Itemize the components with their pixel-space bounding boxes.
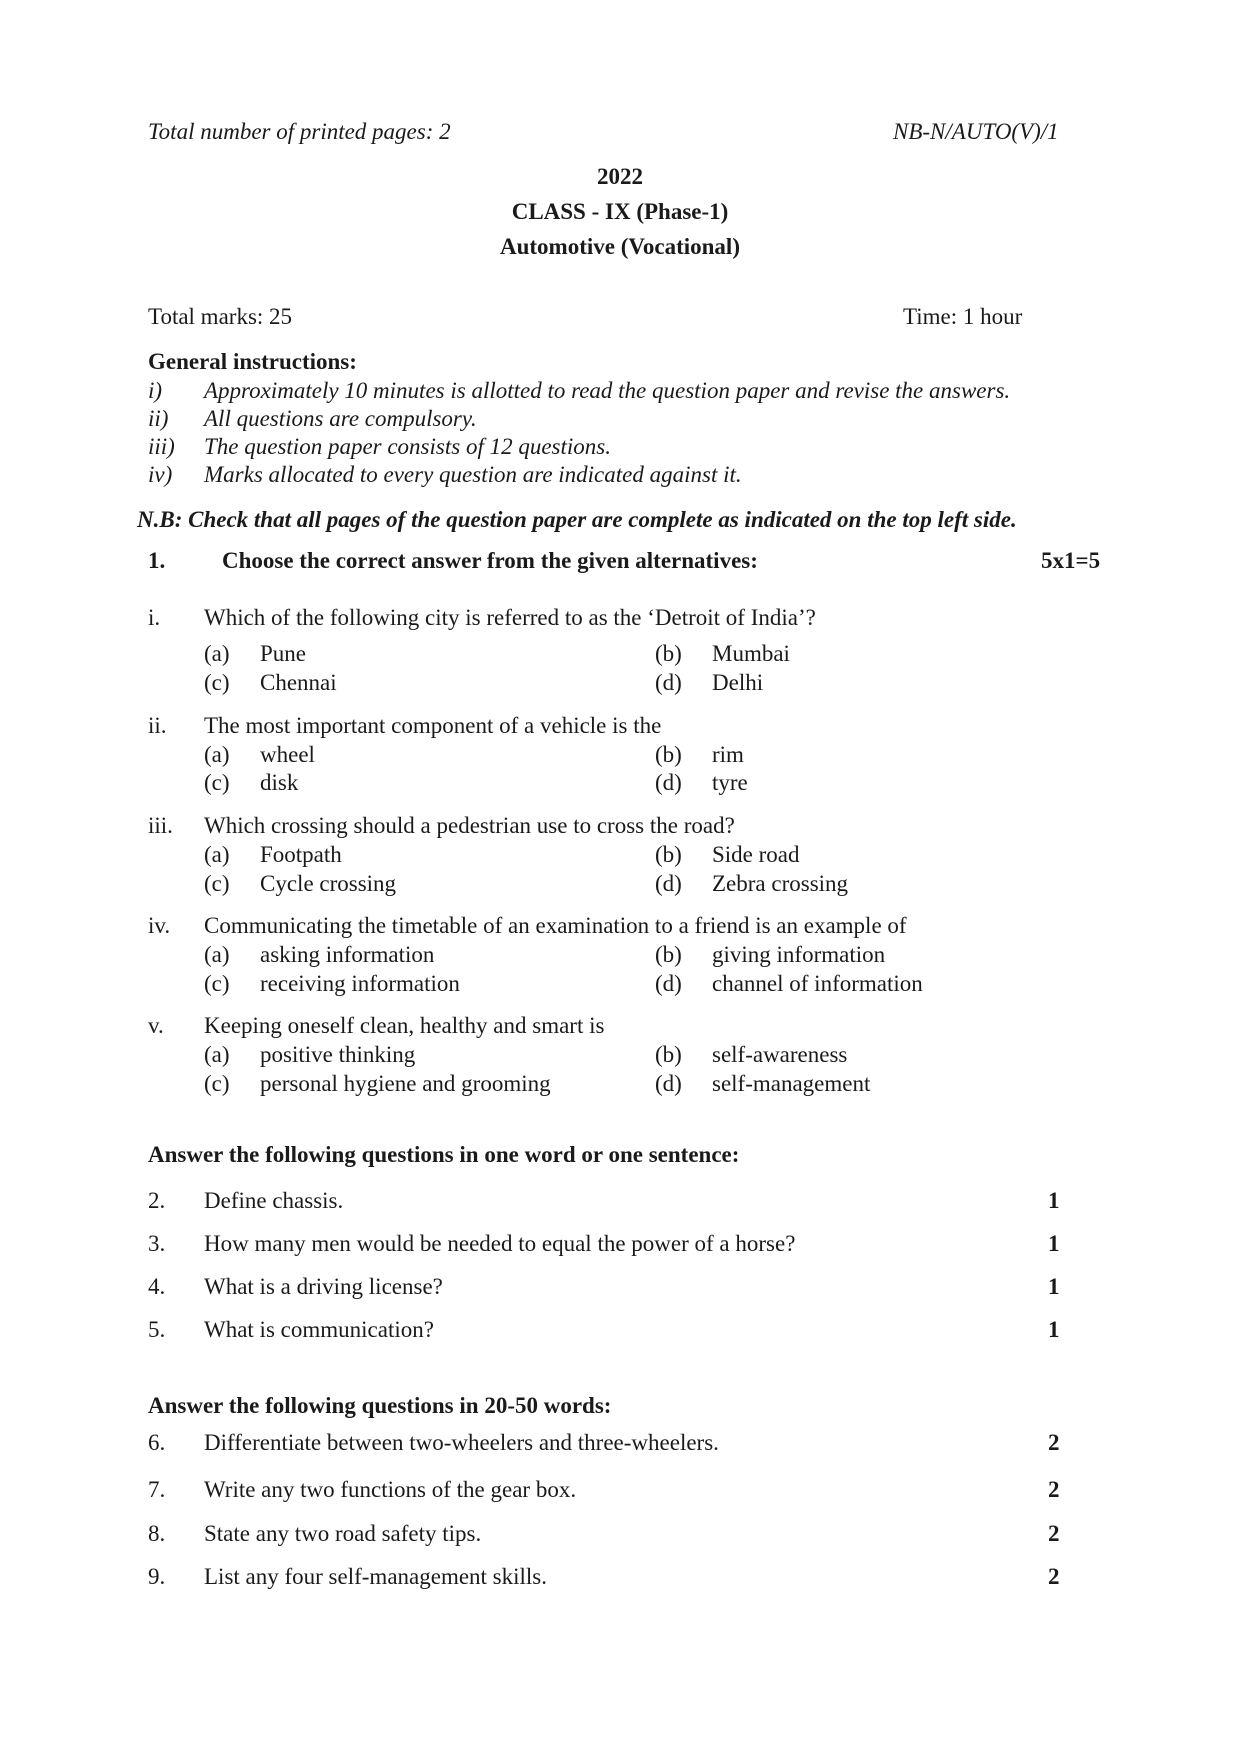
class-title: CLASS - IX (Phase-1) bbox=[511, 199, 729, 224]
question-number: 5. bbox=[148, 1317, 166, 1342]
section1-number: 1. bbox=[148, 548, 166, 573]
question-marks: 2 bbox=[1048, 1430, 1060, 1455]
question-text: The most important component of a vehicle is the bbox=[204, 713, 662, 738]
printed-pages-note: Total number of printed pages: 2 bbox=[148, 119, 451, 144]
question-number: iii. bbox=[148, 813, 173, 838]
instructions-title: General instructions: bbox=[148, 349, 357, 374]
question-text: Which of the following city is referred to as the ‘Detroit of India’? bbox=[204, 605, 816, 630]
question-number: 7. bbox=[148, 1477, 166, 1502]
question-number: v. bbox=[148, 1013, 164, 1038]
question-number: iv. bbox=[148, 913, 171, 938]
question-text: List any four self-management skills. bbox=[204, 1564, 548, 1589]
question-text: State any two road safety tips. bbox=[204, 1521, 482, 1546]
section3-title: Answer the following questions in 20-50 words: bbox=[148, 1393, 612, 1418]
question-text: Differentiate between two-wheelers and three-wheelers. bbox=[204, 1430, 719, 1455]
question-marks: 2 bbox=[1048, 1477, 1060, 1502]
question-number: 3. bbox=[148, 1231, 166, 1256]
section2-title: Answer the following questions in one word or one sentence: bbox=[148, 1142, 740, 1167]
exam-page: Total number of printed pages: 2 NB-N/AUTO(V)/1 2022 CLASS - IX (Phase-1) Automotive (Vocational) Total marks: 25 Time: 1 hour General instructions: i) Approximately 10 minutes is allotted to read the question paper and revise the answers. ii) All questions are compulsory. iii) The question paper consists of 12 questions. iv) Marks allocated to every question are indicated against it. N.B: Check that all pages of the question paper are complete as indicated on the top left side. 1. Choose the correct answer from the given alternatives: 5x1=5 i. Which of the following city is referred to as the ‘Detroit of India’? (a) Pune (b) Mumbai (c) Chennai (d) Delhi ii. The most important component of a vehicle is the (a) wheel (b) rim (c) disk (d) tyre iii. Which crossing should a pedestrian use to cross the road? (a) Footpath (b) Side road (c) Cycle crossing (d) Zebra crossing iv. Communicating the timetable of an examination to a friend is an example of (a) asking information (b) giving information (c) receiving information (d) channel of information v. Keeping oneself clean, healthy and smart is (a) positive thinking (b) self-awareness (c) personal hygiene and grooming (d) self-management Answer the following questions in one word or one sentence: 2. Define chassis. 1 3. How many men would be needed to equal the power of a horse? 1 4. What is a driving license? 1 5. What is communication? 1 Answer the following questions in 20-50 words: 6. Differentiate between two-wheelers and three-wheelers. 2 7. Write any two functions of the gear box. 2 8. State any two road safety tips. 2 9. List any four self-management skills. 2 bbox=[0, 0, 1240, 1755]
question-marks: 2 bbox=[1048, 1564, 1060, 1589]
question-number: 2. bbox=[148, 1188, 166, 1213]
total-marks: Total marks: 25 bbox=[148, 304, 293, 329]
question-text: Define chassis. bbox=[204, 1188, 344, 1213]
nb-note: N.B: Check that all pages of the question paper are complete as indicated on the top left side. bbox=[137, 507, 1017, 532]
subject-title: Automotive (Vocational) bbox=[500, 234, 740, 259]
question-number: i. bbox=[148, 605, 161, 630]
question-marks: 1 bbox=[1048, 1231, 1060, 1256]
section1-marks: 5x1=5 bbox=[1041, 548, 1101, 573]
question-text: What is a driving license? bbox=[204, 1274, 443, 1299]
question-text: What is communication? bbox=[204, 1317, 434, 1342]
exam-year: 2022 bbox=[597, 164, 643, 189]
question-number: 4. bbox=[148, 1274, 166, 1299]
question-marks: 1 bbox=[1048, 1188, 1060, 1213]
question-text: Communicating the timetable of an examination to a friend is an example of bbox=[204, 913, 907, 938]
question-text: Write any two functions of the gear box. bbox=[204, 1477, 577, 1502]
paper-code: NB-N/AUTO(V)/1 bbox=[893, 119, 1059, 144]
question-text: How many men would be needed to equal the power of a horse? bbox=[204, 1231, 796, 1256]
question-marks: 1 bbox=[1048, 1317, 1060, 1342]
section1-title: Choose the correct answer from the given alternatives: bbox=[222, 548, 758, 573]
question-text: Keeping oneself clean, healthy and smart is bbox=[204, 1013, 605, 1038]
question-marks: 1 bbox=[1048, 1274, 1060, 1299]
question-text: Which crossing should a pedestrian use to cross the road? bbox=[204, 813, 735, 838]
question-marks: 2 bbox=[1048, 1521, 1060, 1546]
question-number: 8. bbox=[148, 1521, 166, 1546]
question-number: ii. bbox=[148, 713, 167, 738]
question-number: 6. bbox=[148, 1430, 166, 1455]
question-number: 9. bbox=[148, 1564, 166, 1589]
exam-time: Time: 1 hour bbox=[903, 304, 1023, 329]
